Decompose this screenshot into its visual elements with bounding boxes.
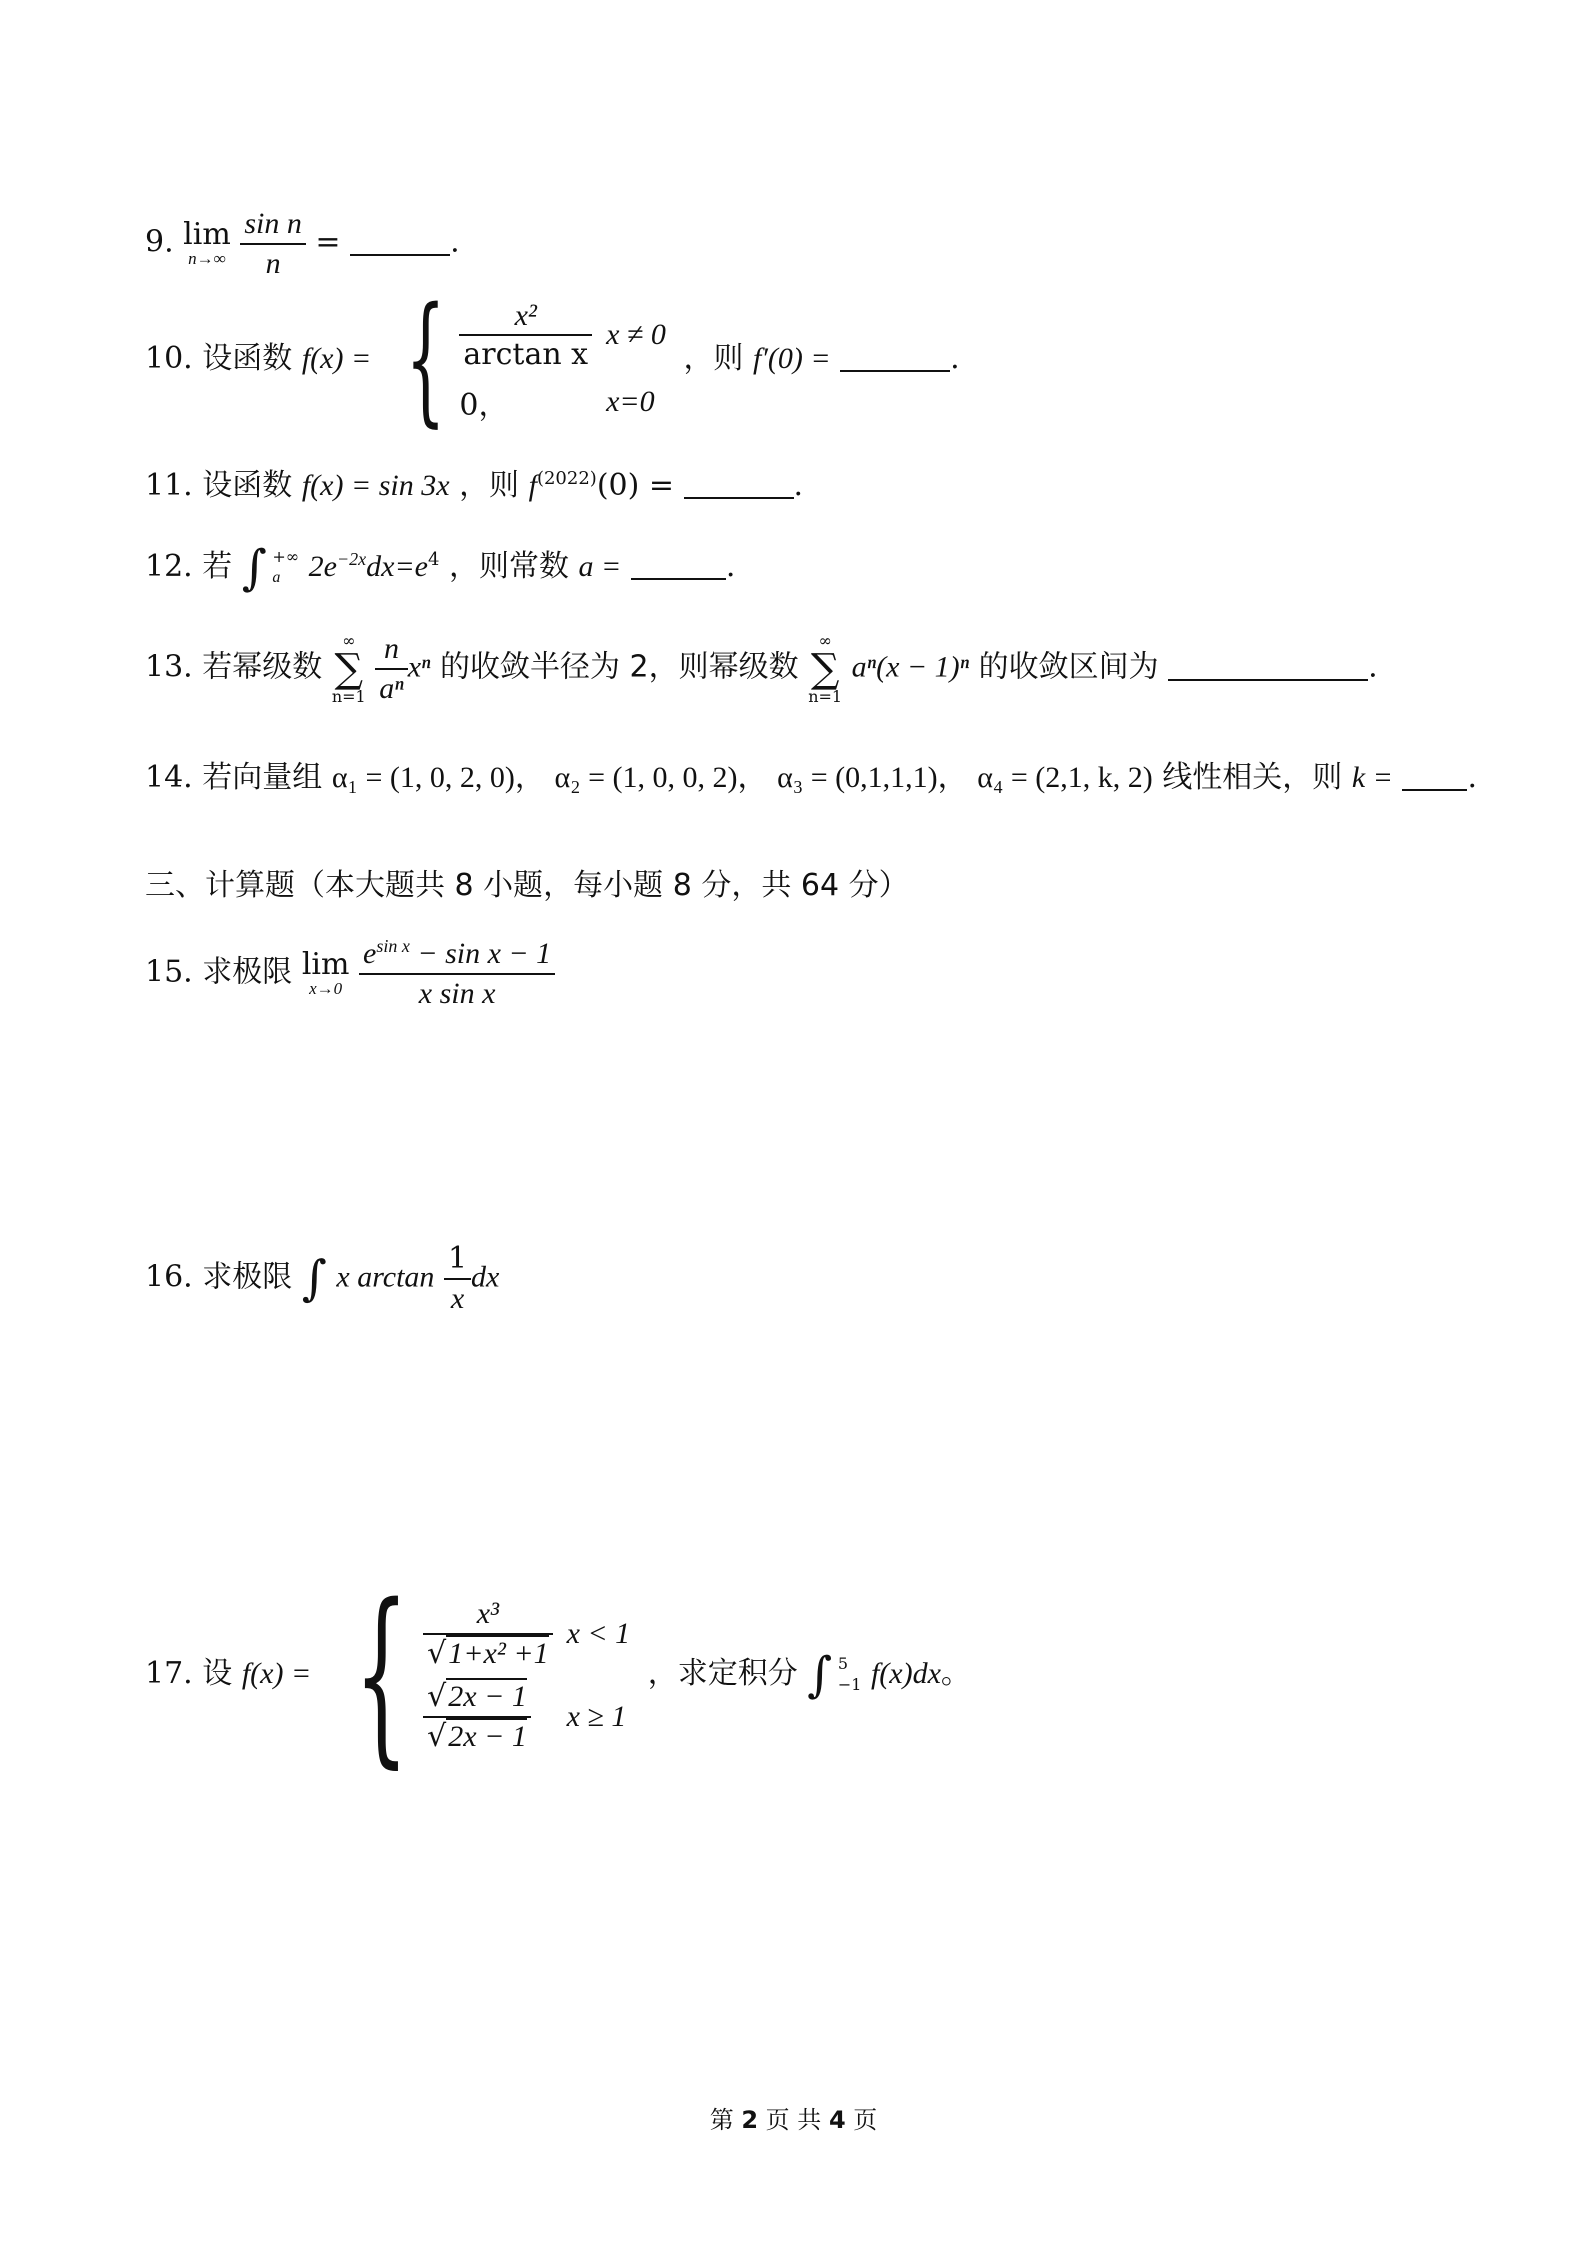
- piecewise-cases: $\frac{\text{x²}}{\text{arctan x}}$ x ≠ 0 0， x=0: [459, 298, 666, 423]
- question-number: 15.: [145, 954, 193, 990]
- page-number: 2: [741, 2106, 759, 2134]
- question-number: 11.: [145, 468, 193, 503]
- summation-sign: ∞ ∑ n=1: [808, 630, 843, 706]
- integral-sign: ∫: [807, 1647, 833, 1703]
- answer-blank[interactable]: [840, 342, 950, 372]
- question-13: 13. 若幂级数 ∞ ∑ n=1 $\frac{n}{\text{aⁿ}}$ xⁿ 的收敛半径为 2，则幂级数 ∞ ∑ n=1 aⁿ(x − 1)ⁿ 的收敛区间为 .: [145, 630, 1378, 706]
- answer-blank[interactable]: [1168, 651, 1368, 681]
- answer-blank[interactable]: [350, 226, 450, 256]
- question-number: 17.: [145, 1656, 193, 1691]
- answer-blank[interactable]: [631, 550, 726, 580]
- summation-sign: ∞ ∑ n=1: [331, 630, 366, 706]
- question-number: 16.: [145, 1259, 193, 1295]
- integral-sign: ∫: [301, 1250, 327, 1307]
- question-number: 12.: [145, 549, 193, 584]
- question-10: 10. 设函数 f(x) = { $\frac{\text{x²}}{\text{arctan x}}$ x ≠ 0 0， x=0 ，则 f′(0) = .: [145, 278, 960, 441]
- answer-blank[interactable]: [684, 469, 794, 499]
- question-11: 11. 设函数 f(x) = sin 3x ，则 $f^{(2022)}(0)$ = .: [145, 468, 804, 503]
- question-number: 10.: [145, 341, 193, 376]
- question-15: 15. 求极限 lim x→0 $\frac{e^{sin x} - \sin x - 1}{\text{x sin x}}$: [145, 935, 555, 1012]
- question-14: 14. 若向量组 α₁ = (1, 0, 2, 0)， α₂ = (1, 0, 0, 2)， α₃ = (0,1,1,1)， α₄ = (2,1, k, 2) 线性相关，则 k = .: [145, 760, 1478, 795]
- section-heading: 三、计算题（本大题共 8 小题，每小题 8 分，共 64 分）: [145, 868, 909, 903]
- question-number: 13.: [145, 649, 193, 685]
- question-17: 17. 设 f(x) = { $\frac{\text{x³}}{\text{√1+x² +1}}$ x < 1 $\frac{√2x - 1}{√2x - 1}$ x ≥ 1 ，求定积分 ∫ 5 −1 f(x)dx。: [145, 1564, 971, 1785]
- left-brace: {: [353, 1564, 409, 1785]
- page-footer: 第 2 页 共 4 页: [709, 2106, 878, 2134]
- question-12: 12. 若 ∫ +∞ a $2e^{-2x}dx=e^4$ ，则常数 a = .: [145, 540, 736, 596]
- page-total: 4: [828, 2106, 846, 2134]
- question-16: 16. 求极限 ∫ x arctan $\frac{1}{x}$ dx: [145, 1241, 500, 1315]
- fraction: $\frac{\text{sin n}}{n}$: [240, 205, 306, 282]
- piecewise-cases: $\frac{\text{x³}}{\text{√1+x² +1}}$ x < 1 $\frac{√2x - 1}{√2x - 1}$ x ≥ 1: [415, 1591, 638, 1759]
- answer-blank[interactable]: [1402, 761, 1467, 791]
- question-number: 9.: [145, 224, 174, 260]
- question-number: 14.: [145, 760, 193, 795]
- limit-operator: lim x→0: [301, 947, 350, 998]
- left-brace: {: [405, 278, 446, 441]
- integral-sign: ∫: [241, 540, 267, 596]
- limit-operator: lim n→∞: [183, 217, 231, 268]
- question-9: 9. lim n→∞ $\frac{\text{sin n}}{n}$ = .: [145, 205, 460, 282]
